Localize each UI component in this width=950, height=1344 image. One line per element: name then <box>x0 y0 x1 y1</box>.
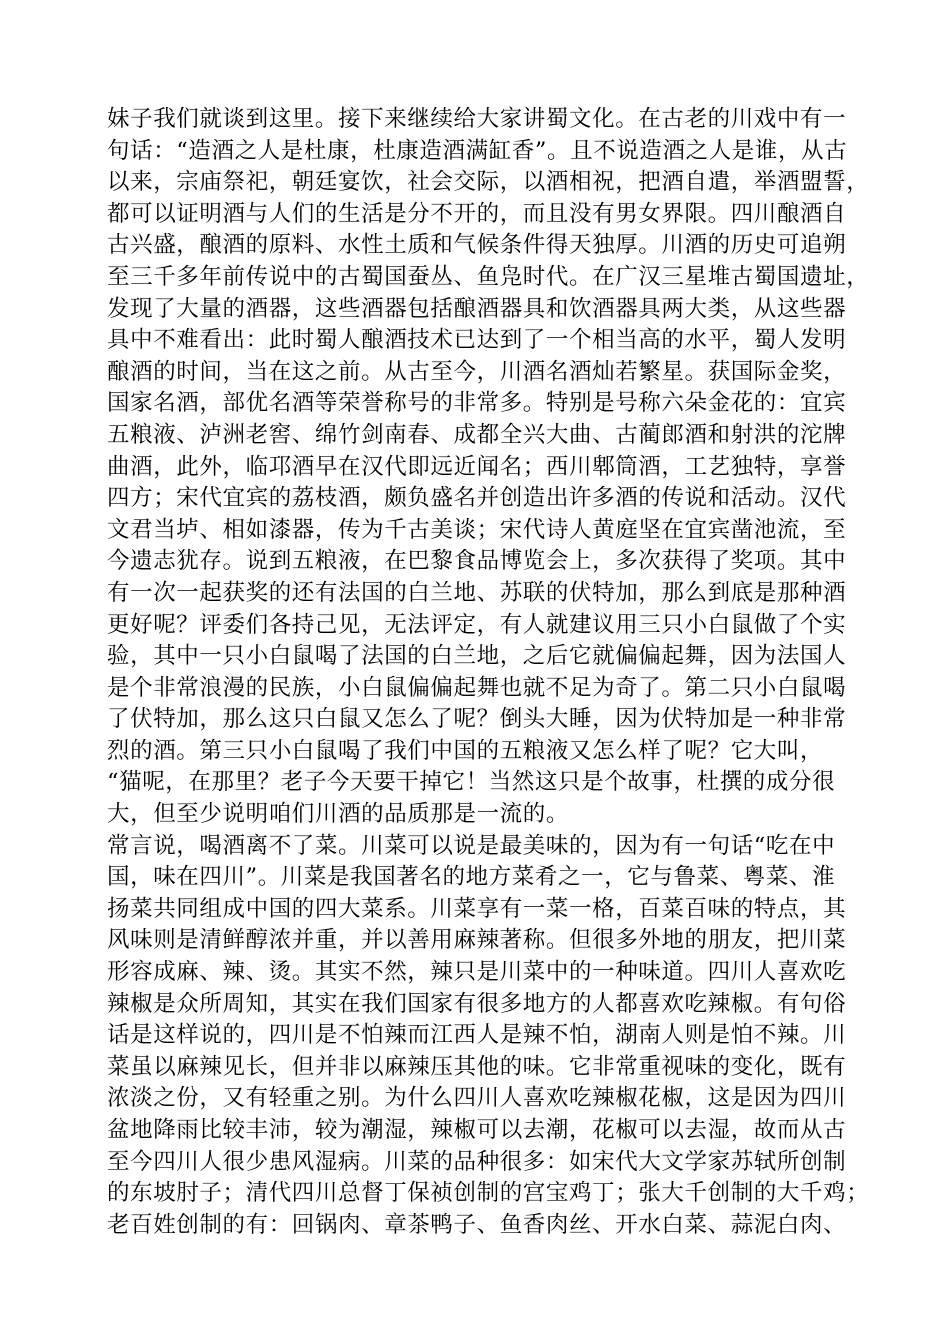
text-line: 风味则是清鲜醇浓并重，并以善用麻辣著称。但很多外地的朋友，把川菜 <box>107 927 847 954</box>
text-line: 常言说，喝酒离不了菜。川菜可以说是最美味的，因为有一句话“吃在中 <box>107 832 836 859</box>
text-line: 古兴盛，酿酒的原料、水性土质和气候条件得天独厚。川酒的历史可追朔 <box>107 232 847 259</box>
text-line: 老百姓创制的有：回锅肉、章茶鸭子、鱼香肉丝、开水白菜、蒜泥白肉、 <box>107 1211 847 1238</box>
text-line: 盆地降雨比较丰沛，较为潮湿，辣椒可以去潮，花椒可以去湿，故而从古 <box>107 1117 847 1143</box>
text-line: 酿酒的时间，当在这之前。从古至今，川酒名酒灿若繁星。获国际金奖， <box>107 358 847 385</box>
text-line: 更好呢？评委们各持己见，无法评定，有人就建议用三只小白鼠做了个实 <box>107 611 847 638</box>
text-line: 至三千多年前传说中的古蜀国蚕丛、鱼凫时代。在广汉三星堆古蜀国遗址， <box>107 263 870 290</box>
text-line: 是个非常浪漫的民族，小白鼠偏偏起舞也就不足为奇了。第二只小白鼠喝 <box>107 674 847 701</box>
text-line: 以来，宗庙祭祀，朝廷宴饮，社会交际，以酒相祝，把酒自遣，举酒盟誓， <box>107 169 870 196</box>
document-body <box>107 104 870 1241</box>
text-line: 验，其中一只小白鼠喝了法国的白兰地，之后它就偏偏起舞，因为法国人 <box>107 643 847 670</box>
text-line: 妹子我们就谈到这里。接下来继续给大家讲蜀文化。在古老的川戏中有一 <box>107 106 847 132</box>
text-line: 至今四川人很少患风湿病。川菜的品种很多：如宋代大文学家苏轼所创制 <box>107 1148 847 1175</box>
text-line: 国家名酒，部优名酒等荣誉称号的非常多。特别是号称六朵金花的：宜宾 <box>107 390 847 417</box>
text-line: 浓淡之份，又有轻重之别。为什么四川人喜欢吃辣椒花椒，这是因为四川 <box>107 1085 847 1112</box>
text-line: 形容成麻、辣、烫。其实不然，辣只是川菜中的一种味道。四川人喜欢吃 <box>107 959 847 986</box>
text-line: 具中不难看出：此时蜀人酿酒技术已达到了一个相当高的水平，蜀人发明 <box>107 327 847 354</box>
text-line: 了伏特加，那么这只白鼠又怎么了呢？倒头大睡，因为伏特加是一种非常 <box>107 706 847 733</box>
text-line: 国，味在四川”。川菜是我国著名的地方菜肴之一，它与鲁菜、粤菜、淮 <box>107 864 836 891</box>
text-line: 五粮液、泸洲老窖、绵竹剑南春、成都全兴大曲、古蔺郎酒和射洪的沱牌 <box>107 421 847 448</box>
text-line: 的东坡肘子；清代四川总督丁保祯创制的宫宝鸡丁；张大千创制的大千鸡； <box>107 1180 870 1207</box>
text-line: 话是这样说的，四川是不怕辣而江西人是辣不怕，湖南人则是怕不辣。川 <box>107 1022 847 1049</box>
text-line: 扬菜共同组成中国的四大菜系。川菜享有一菜一格，百菜百味的特点，其 <box>107 895 847 922</box>
text-line: 辣椒是众所周知，其实在我们国家有很多地方的人都喜欢吃辣椒。有句俗 <box>107 990 847 1017</box>
text-line: 发现了大量的酒器，这些酒器包括酿酒器具和饮酒器具两大类，从这些器 <box>107 295 847 322</box>
text-line: 句话：“造酒之人是杜康，杜康造酒满缸香”。且不说造酒之人是谁，从古 <box>107 137 848 164</box>
text-line: 大，但至少说明咱们川酒的品质那是一流的。 <box>107 801 570 828</box>
text-line: 烈的酒。第三只小白鼠喝了我们中国的五粮液又怎么样了呢？它大叫， <box>107 737 824 764</box>
text-line: 都可以证明酒与人们的生活是分不开的，而且没有男女界限。四川酿酒自 <box>107 200 847 227</box>
text-line: 四方；宋代宜宾的荔枝酒，颇负盛名并创造出许多酒的传说和活动。汉代 <box>107 485 847 512</box>
paragraph-baijiu <box>107 104 870 831</box>
text-line: 曲酒，此外，临邛酒早在汉代即远近闻名；西川郫筒酒，工艺独特，享誉 <box>107 453 847 480</box>
text-line: 文君当垆、相如漆器，传为千古美谈；宋代诗人黄庭坚在宜宾凿池流，至 <box>107 516 847 543</box>
text-line: 有一次一起获奖的还有法国的白兰地、苏联的伏特加，那么到底是那种酒 <box>107 579 847 606</box>
paragraph-sichuan-cuisine <box>107 831 870 1242</box>
text-line: 菜虽以麻辣见长，但并非以麻辣压其他的味。它非常重视味的变化，既有 <box>107 1053 847 1080</box>
text-line: 今遗志犹存。说到五粮液，在巴黎食品博览会上，多次获得了奖项。其中 <box>107 548 847 575</box>
text-line: “猫呢，在那里？老子今天要干掉它！当然这只是个故事，杜撰的成分很 <box>107 769 836 796</box>
